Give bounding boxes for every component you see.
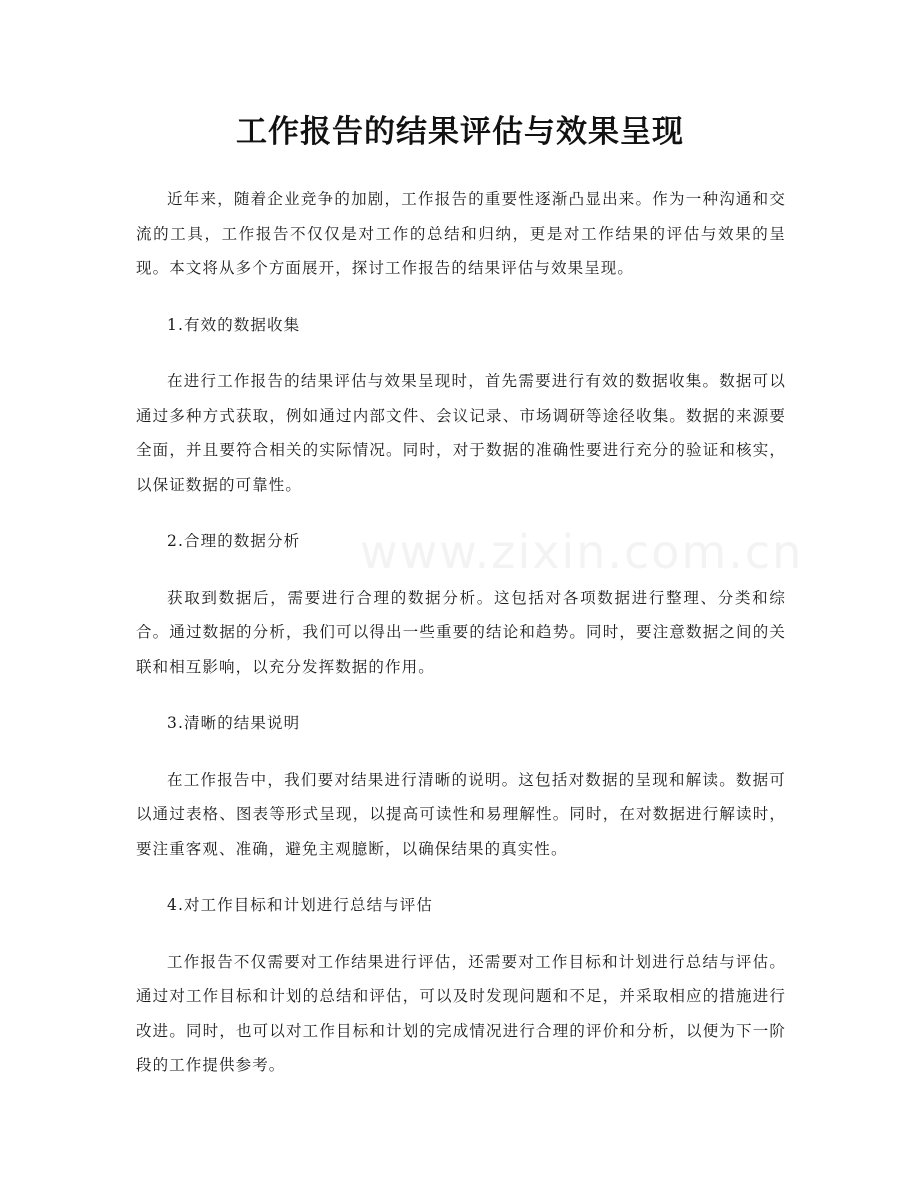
section-heading-data-analysis: 2.合理的数据分析 (167, 532, 301, 550)
section-heading-result-explanation: 3.清晰的结果说明 (167, 714, 301, 732)
section-heading-goal-review: 4.对工作目标和计划进行总结与评估 (167, 896, 433, 914)
page-title: 工作报告的结果评估与效果呈现 (236, 114, 684, 150)
watermark: www.zixin.com.cn (360, 525, 804, 579)
section-paragraph-data-analysis: 获取到数据后，需要进行合理的数据分析。这包括对各项数据进行整理、分类和综合。通过数据的分析，我们可以得出一些重要的结论和趋势。同时，要注意数据之间的关联和相互影响，以充分发挥数据的作用。 (136, 588, 786, 676)
document-body (136, 182, 786, 1105)
section-paragraph-result-explanation: 在工作报告中，我们要对结果进行清晰的说明。这包括对数据的呈现和解读。数据可以通过表格、图表等形式呈现，以提高可读性和易理解性。同时，在对数据进行解读时，要注重客观、准确，避免主观臆断，以确保结果的真实性。 (136, 770, 786, 858)
section-paragraph-data-collection: 在进行工作报告的结果评估与效果呈现时，首先需要进行有效的数据收集。数据可以通过多种方式获取，例如通过内部文件、会议记录、市场调研等途径收集。数据的来源要全面，并且要符合相关的实际情况。同时，对于数据的准确性要进行充分的验证和核实，以保证数据的可靠性。 (136, 372, 786, 494)
intro-paragraph: 近年来，随着企业竞争的加剧，工作报告的重要性逐渐凸显出来。作为一种沟通和交流的工具，工作报告不仅仅是对工作的总结和归纳，更是对工作结果的评估与效果的呈现。本文将从多个方面展开，探讨工作报告的结果评估与效果呈现。 (136, 190, 786, 277)
section-heading-data-collection: 1.有效的数据收集 (167, 315, 301, 334)
section-paragraph-goal-review: 工作报告不仅需要对工作结果进行评估，还需要对工作目标和计划进行总结与评估。通过对工作目标和计划的总结和评估，可以及时发现问题和不足，并采取相应的措施进行改进。同时，也可以对工作目标和计划的完成情况进行合理的评价和分析，以便为下一阶段的工作提供参考。 (136, 952, 786, 1074)
